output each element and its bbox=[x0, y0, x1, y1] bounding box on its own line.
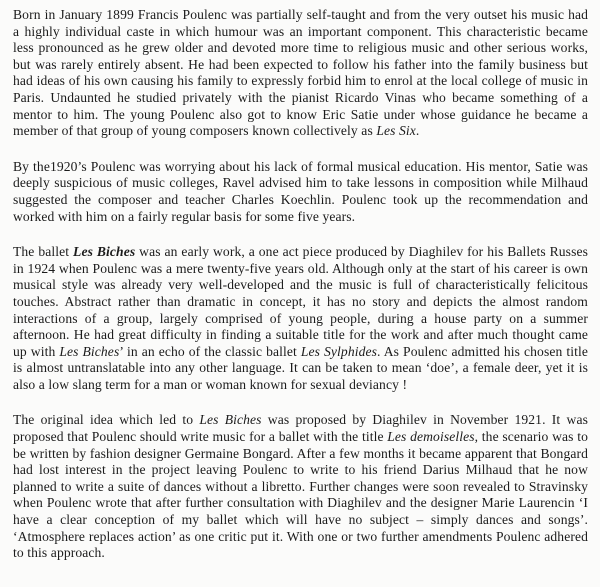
text-run: was proposed by Diaghilev in November 1921. It was proposed that Poulenc should write music for a ballet with the title bbox=[13, 412, 588, 445]
text-run: was an early work, a one act piece produced by Diaghilev for his Ballets Russes in 1924 when Poulenc was a mere twenty-five years old. Although only at the start of his career is own musical style was already very well-developed and the music is full of characteristically felicitous touches. Abstract rather than dramatic in concept, it has no story and depicts the almost random interactions of a group, largely comprised of young people, during a house party on a summer afternoon. He had great difficulty in finding a suitable title for the work and after much thought came up with bbox=[13, 244, 588, 359]
work-title: Les demoiselles bbox=[387, 429, 475, 445]
work-title: Les Biches bbox=[199, 412, 262, 428]
work-title: Les Six bbox=[376, 123, 416, 139]
text-run: The ballet bbox=[13, 244, 74, 260]
text-run: , the scenario was to be written by fashion designer Germaine Bongard. After a few months it became apparent that Bongard had lost interest in the project leaving Poulenc to write to his friend Darius Milhaud that he now planned to write a suite of dances without a libretto. Further changes were soon revealed to Stravinsky when Poulenc wrote that after further consultation with Diaghilev and the designer Marie Laurencin ‘I have a clear conception of my ballet which will have no subject – simply dances and songs’. ‘Atmosphere replaces action’ as one critic put it. With one or two further amendments Poulenc adhered to this approach. bbox=[13, 429, 588, 561]
text-run: By the1920’s Poulenc was worrying about his lack of formal musical education. His mentor, Satie was deeply suspicious of music colleges, Ravel advised him to take lessons in composition while Milhaud suggested the composer and teacher Charles Koechlin. Poulenc took up the recommendation and worked with him on a fairly regular basis for some five years. bbox=[13, 158, 588, 224]
paragraph bbox=[13, 244, 588, 393]
text-run: Born in January 1899 Francis Poulenc was partially self-taught and from the very outset his music had a highly individual caste in which humour was an important component. This characteristic became less pronounced as he grew older and devoted more time to religious music and other serious works, but was rarely entirely absent. He had been expected to follow his father into the family business but had ideas of his own causing his family to expressly forbid him to enrol at the local college of music in Paris. Undaunted he studied privately with the pianist Ricardo Vinas who became something of a mentor to him. The young Poulenc also got to know Eric Satie under whose guidance he became a member of that group of young composers known collectively as bbox=[13, 7, 588, 139]
work-title: Les Biches bbox=[73, 244, 136, 260]
document-body bbox=[13, 7, 588, 562]
work-title: Les Biches bbox=[59, 343, 120, 359]
paragraph bbox=[13, 159, 588, 225]
work-title: Les Sylphides bbox=[300, 343, 378, 359]
paragraph bbox=[13, 7, 588, 140]
text-run: . As Poulenc admitted his chosen title is almost untranslatable into any other language. It can be taken to mean ‘doe’, a female deer, yet it is also a low slang term for a man or woman known for sexual deviancy ! bbox=[13, 343, 588, 392]
text-run: . bbox=[415, 123, 420, 139]
text-run: ’ in an echo of the classic ballet bbox=[119, 343, 301, 359]
paragraph bbox=[13, 412, 588, 561]
text-run: The original idea which led to bbox=[13, 412, 200, 428]
